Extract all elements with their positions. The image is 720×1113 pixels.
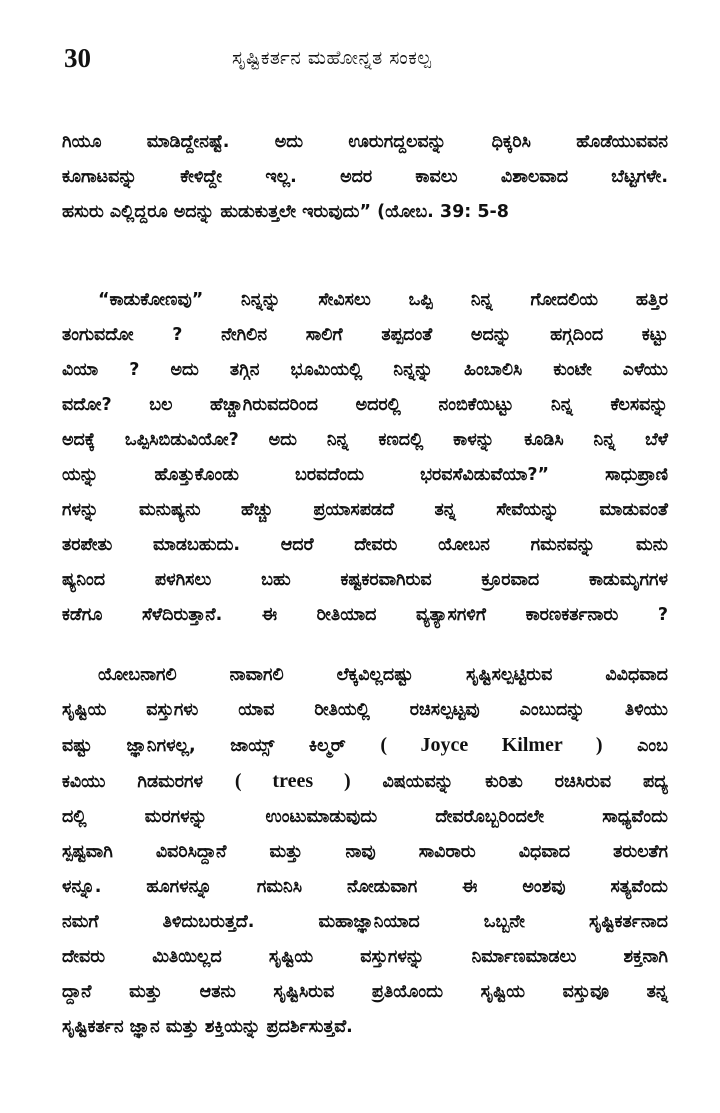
- text-line: “ಕಾಡುಕೋಣವು” ನಿನ್ನನ್ನು ಸೇವಿಸಲು ಒಪ್ಪಿ ನಿನ್ನ ಗೋದಲಿಯ ಹತ್ತಿರ: [98, 290, 668, 310]
- text-line: ಸೃಷ್ಟಿಕರ್ತನ ಜ್ಞಾನ ಮತ್ತು ಶಕ್ತಿಯನ್ನು ಪ್ರದರ್ಶಿಸುತ್ತವೆ.: [62, 1017, 353, 1037]
- paragraph-1: [62, 125, 668, 230]
- text-run: ವಷ್ಟು ಜ್ಞಾನಿಗಳಲ್ಲ, ಜಾಯ್ಸ್ ಕಿಲ್ಮರ್: [62, 736, 381, 756]
- text-line: ನಮಗೆ ತಿಳಿದುಬರುತ್ತದೆ. ಮಹಾಜ್ಞಾನಿಯಾದ ಒಬ್ಬನೇ ಸೃಷ್ಟಿಕರ್ತನಾದ: [62, 912, 668, 932]
- paragraph-3: [62, 658, 668, 1045]
- text-line: ವದೋ? ಬಲ ಹೆಚ್ಚಾಗಿರುವದರಿಂದ ಅದರಲ್ಲಿ ನಂಬಿಕೆಯಿಟ್ಟು ನಿನ್ನ ಕೆಲಸವನ್ನು: [62, 395, 668, 415]
- text-line: ಹಸುರು ಎಲ್ಲಿದ್ದರೂ ಅದನ್ನು ಹುಡುಕುತ್ತಲೇ ಇರುವುದು” (ಯೋಬ. 39: 5-8: [62, 202, 509, 222]
- english-word-trees: ( trees ): [234, 770, 351, 792]
- text-line: ದ್ದಾನೆ ಮತ್ತು ಆತನು ಸೃಷ್ಟಿಸಿರುವ ಪ್ರತಿಯೊಂದು ಸೃಷ್ಟಿಯ ವಸ್ತುವೂ ತನ್ನ: [62, 982, 668, 1002]
- page-header: [64, 38, 664, 78]
- text-line: [62, 764, 668, 800]
- page-number: 30: [64, 43, 91, 73]
- text-line: ವಿಯಾ ? ಅದು ತಗ್ಗಿನ ಭೂಮಿಯಲ್ಲಿ ನಿನ್ನನ್ನು ಹಿಂಬಾಲಿಸಿ ಕುಂಟೇ ಎಳೆಯು: [62, 360, 668, 380]
- text-line: ತಂಗುವದೋ ? ನೇಗಿಲಿನ ಸಾಲಿಗೆ ತಪ್ಪದಂತೆ ಅದನ್ನು ಹಗ್ಗದಿಂದ ಕಟ್ಟು: [62, 325, 668, 345]
- english-name-joyce-kilmer: ( Joyce Kilmer ): [380, 734, 603, 756]
- text-line: ತರಪೇತು ಮಾಡಬಹುದು. ಆದರೆ ದೇವರು ಯೋಬನ ಗಮನವನ್ನು ಮನು: [62, 535, 668, 555]
- text-line: ಗಿಯೂ ಮಾಡಿದ್ದೇನಷ್ಟೆ. ಅದು ಊರುಗದ್ದಲವನ್ನು ಧಿಕ್ಕರಿಸಿ ಹೊಡೆಯುವವನ: [62, 132, 668, 152]
- text-line: ಷ್ಯನಿಂದ ಪಳಗಿಸಲು ಬಹು ಕಷ್ಟಕರವಾಗಿರುವ ಕ್ರೂರವಾದ ಕಾಡುಮೃಗಗಳ: [62, 570, 668, 590]
- text-line: ಯೋಬನಾಗಲಿ ನಾವಾಗಲಿ ಲೆಕ್ಕವಿಲ್ಲದಷ್ಟು ಸೃಷ್ಟಿಸಲ್ಪಟ್ಟಿರುವ ವಿವಿಧವಾದ: [98, 665, 668, 685]
- running-title: ಸೃಷ್ಟಿಕರ್ತನ ಮಹೋನ್ನತ ಸಂಕಲ್ಪ: [232, 47, 432, 69]
- text-line: ಳನ್ನೂ. ಹೂಗಳನ್ನೂ ಗಮನಿಸಿ ನೋಡುವಾಗ ಈ ಅಂಶವು ಸತ್ಯವೆಂದು: [62, 877, 668, 897]
- text-line: ಯನ್ನು ಹೊತ್ತುಕೊಂಡು ಬರವದೆಂದು ಭರವಸೆವಿಡುವೆಯಾ?” ಸಾಧುಪ್ರಾಣಿ: [62, 465, 668, 485]
- text-run: ಕವಿಯು ಗಿಡಮರಗಳ: [62, 772, 235, 792]
- text-line: ದಲ್ಲಿ ಮರಗಳನ್ನು ಉಂಟುಮಾಡುವುದು ದೇವರೊಬ್ಬರಿಂದಲೇ ಸಾಧ್ಯವೆಂದು: [62, 807, 668, 827]
- text-line: ಕಡೆಗೂ ಸೆಳೆದಿರುತ್ತಾನೆ. ಈ ರೀತಿಯಾದ ವ್ಯತ್ಯಾಸಗಳಿಗೆ ಕಾರಣಕರ್ತನಾರು ?: [62, 605, 668, 625]
- text-line: [62, 728, 668, 764]
- paragraph-2: [62, 283, 668, 633]
- text-run: ಎಂಬ: [602, 736, 669, 756]
- text-line: ದೇವರು ಮಿತಿಯಿಲ್ಲದ ಸೃಷ್ಟಿಯ ವಸ್ತುಗಳನ್ನು ನಿರ್ಮಾಣಮಾಡಲು ಶಕ್ತನಾಗಿ: [62, 947, 668, 967]
- text-line: ಅದಕ್ಕೆ ಒಪ್ಪಿಸಿಬಿಡುವಿಯೋ? ಅದು ನಿನ್ನ ಕಣದಲ್ಲಿ ಕಾಳನ್ನು ಕೂಡಿಸಿ ನಿನ್ನ ಬೆಳೆ: [62, 430, 668, 450]
- text-line: ಸ್ಪಷ್ಟವಾಗಿ ವಿವರಿಸಿದ್ದಾನೆ ಮತ್ತು ನಾವು ಸಾವಿರಾರು ವಿಧವಾದ ತರುಲತೆಗ: [62, 842, 668, 862]
- text-line: ಸೃಷ್ಟಿಯ ವಸ್ತುಗಳು ಯಾವ ರೀತಿಯಲ್ಲಿ ರಚಿಸಲ್ಪಟ್ಟವು ಎಂಬುದನ್ನು ತಿಳಿಯು: [62, 700, 668, 720]
- text-line: ಗಳನ್ನು ಮನುಷ್ಯನು ಹೆಚ್ಚು ಪ್ರಯಾಸಪಡದೆ ತನ್ನ ಸೇವೆಯನ್ನು ಮಾಡುವಂತೆ: [62, 500, 668, 520]
- text-run: ವಿಷಯವನ್ನು ಕುರಿತು ರಚಿಸಿರುವ ಪದ್ಯ: [350, 772, 668, 792]
- text-line: ಕೂಗಾಟವನ್ನು ಕೇಳಿದ್ದೇ ಇಲ್ಲ. ಅದರ ಕಾವಲು ವಿಶಾಲವಾದ ಬೆಟ್ಟಗಳೇ.: [62, 167, 668, 187]
